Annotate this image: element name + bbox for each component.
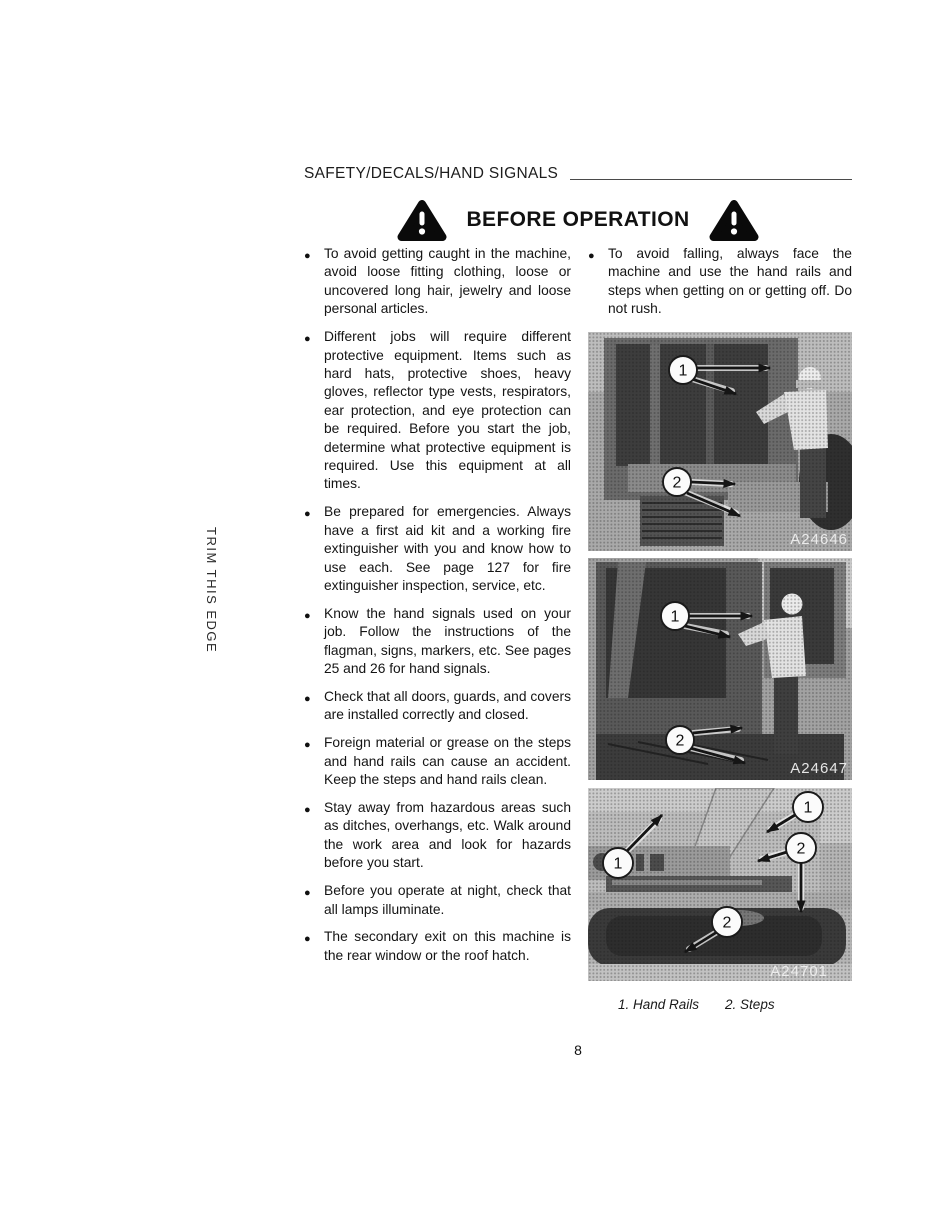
warning-triangle-icon — [709, 199, 759, 241]
callout-2-steps — [786, 833, 816, 863]
callout-2-steps — [666, 726, 694, 754]
trim-edge-label: TRIM THIS EDGE — [204, 527, 219, 654]
left-text-column — [304, 245, 571, 975]
safety-bullet: ● To avoid getting caught in the machine, avoid loose fitting clothing, loose or uncovered long hair, jewelry and loose personal articles. — [304, 245, 571, 319]
page-title-row — [304, 196, 852, 244]
safety-bullet: ● Know the hand signals used on your job. Follow the instructions of the flagman, signs, markers, etc. See pages 25 and 26 for hand signals. — [304, 605, 571, 679]
callout-1-hand-rails — [669, 356, 697, 384]
safety-bullet: ● Before you operate at night, check that all lamps illuminate. — [304, 882, 571, 919]
photo-id-label: A24701 — [770, 962, 828, 980]
figure-photo-climbing-front — [588, 332, 852, 551]
callout-1-hand-rails — [603, 848, 633, 878]
right-text-column — [588, 245, 852, 1012]
figure-photo-climbing-side — [588, 558, 852, 780]
svg-text:1: 1 — [613, 855, 623, 873]
svg-text:1: 1 — [678, 362, 688, 380]
safety-bullet: ● The secondary exit on this machine is the rear window or the roof hatch. — [304, 928, 571, 965]
safety-bullet: ● Stay away from hazardous areas such as ditches, overhangs, etc. Walk around the work area and look for hazards before you start. — [304, 799, 571, 873]
safety-bullet: ● Foreign material or grease on the steps and hand rails can cause an accident. Keep the steps and hand rails clean. — [304, 734, 571, 789]
photo-id-label: A24647 — [790, 759, 848, 777]
figure-caption — [588, 997, 852, 1012]
figure-photo-machine-side-view — [588, 788, 852, 981]
svg-text:2: 2 — [672, 474, 682, 492]
section-title: SAFETY/DECALS/HAND SIGNALS — [304, 165, 559, 182]
svg-text:1: 1 — [670, 608, 680, 626]
svg-text:2: 2 — [675, 732, 685, 750]
svg-text:2: 2 — [722, 914, 732, 932]
header-rule — [570, 179, 852, 180]
svg-text:1: 1 — [803, 799, 813, 817]
photo-id-label: A24646 — [790, 530, 848, 548]
excavator-photo — [588, 332, 852, 551]
callout-1-hand-rails — [661, 602, 689, 630]
callout-1-hand-rails — [793, 792, 823, 822]
page-title: BEFORE OPERATION — [466, 208, 690, 231]
callout-2-steps — [712, 907, 742, 937]
caption-hand-rails: 1. Hand Rails — [618, 996, 700, 1012]
page-number: 8 — [574, 1042, 582, 1058]
safety-bullet: ● Be prepared for emergencies. Always have a first aid kit and a working fire extinguisher with you and know how to use each. See page 127 for fire extinguisher inspection, service, etc. — [304, 503, 571, 595]
caption-steps: 2. Steps — [725, 996, 775, 1012]
excavator-photo — [588, 788, 852, 981]
excavator-photo — [588, 558, 852, 780]
svg-text:2: 2 — [796, 840, 806, 858]
safety-bullet: ● Different jobs will require different protective equipment. Items such as hard hats, protective shoes, heavy gloves, reflector type vests, respirators, ear protection, and eye protection can be required. Before you start the job, determine what protective equipment is required. Use this equipment at all times. — [304, 328, 571, 494]
page-header — [304, 165, 852, 183]
safety-bullet: ● To avoid falling, always face the machine and use the hand rails and steps when getting on or getting off. Do not rush. — [588, 245, 852, 319]
safety-bullet: ● Check that all doors, guards, and covers are installed correctly and closed. — [304, 688, 571, 725]
callout-2-steps — [663, 468, 691, 496]
warning-triangle-icon — [397, 199, 447, 241]
